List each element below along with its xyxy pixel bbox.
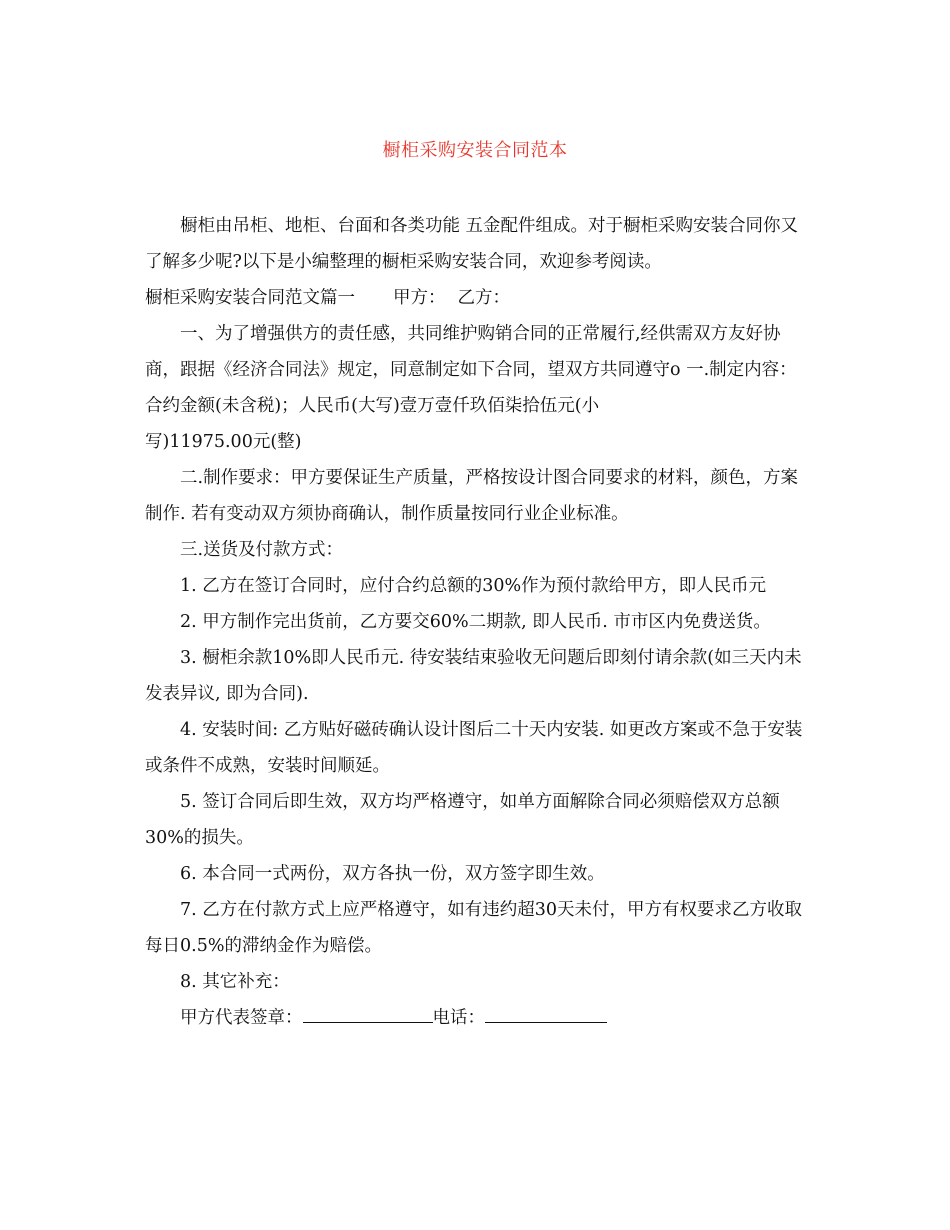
list-item: 7. 乙方在付款方式上应严格遵守，如有违约超30天未付，甲方有权要求乙方收取每日0.5%的滞纳金作为赔偿。 [145, 900, 803, 956]
section-1-paragraph: 一、为了增强供方的责任感，共同维护购销合同的正常履行,经供需双方友好协商，跟据《经济合同法》规定，同意制定如下合同，望双方共同遵守o 一.制定内容：合约金额(未含税)；人民币(大写)壹万壹仟玖佰柒拾伍元(小 [145, 324, 797, 416]
contract-section-label: 橱柜采购安装合同范文篇一 [145, 288, 355, 308]
signature-blank[interactable] [303, 1000, 433, 1023]
party-a-label: 甲方： [393, 288, 446, 308]
section-1-continuation: 写)11975.00元(整) [145, 432, 302, 452]
list-item: 4. 安装时间: 乙方贴好磁砖确认设计图后二十天内安装. 如更改方案或不急于安装或条件不成熟，安装时间顺延。 [145, 720, 803, 776]
phone-label: 电话： [432, 1008, 485, 1028]
document-body [145, 208, 810, 1036]
section-3-heading: 三.送货及付款方式： [180, 540, 344, 560]
contract-header-line [145, 280, 810, 316]
section-2-paragraph: 二.制作要求：甲方要保证生产质量，严格按设计图合同要求的材料，颜色，方案制作. 若有变动双方须协商确认，制作质量按同行业企业标准。 [145, 468, 799, 524]
signature-label: 甲方代表签章： [180, 1008, 303, 1028]
signature-line [145, 1000, 810, 1036]
list-item: 5. 签订合同后即生效，双方均严格遵守，如单方面解除合同必须赔偿双方总额30%的损失。 [145, 792, 780, 848]
phone-blank[interactable] [485, 1000, 607, 1023]
list-item: 8. 其它补充： [180, 972, 290, 992]
list-item: 1. 乙方在签订合同时，应付合约总额的30%作为预付款给甲方，即人民币元 [180, 576, 767, 596]
list-item: 2. 甲方制作完出货前，乙方要交60%二期款, 即人民币. 市市区内免费送货。 [180, 612, 771, 632]
list-item: 6. 本合同一式两份，双方各执一份，双方签字即生效。 [180, 864, 605, 884]
document-title: 橱柜采购安装合同范本 [382, 140, 568, 161]
intro-paragraph: 橱柜由吊柜、地柜、台面和各类功能 五金配件组成。对于橱柜采购安装合同你又了解多少呢?以下是小编整理的橱柜采购安装合同，欢迎参考阅读。 [145, 216, 799, 272]
list-item: 3. 橱柜余款10%即人民币元. 待安装结束验收无问题后即刻付请余款(如三天内未发表异议, 即为合同). [145, 648, 802, 704]
party-b-label: 乙方： [457, 288, 510, 308]
